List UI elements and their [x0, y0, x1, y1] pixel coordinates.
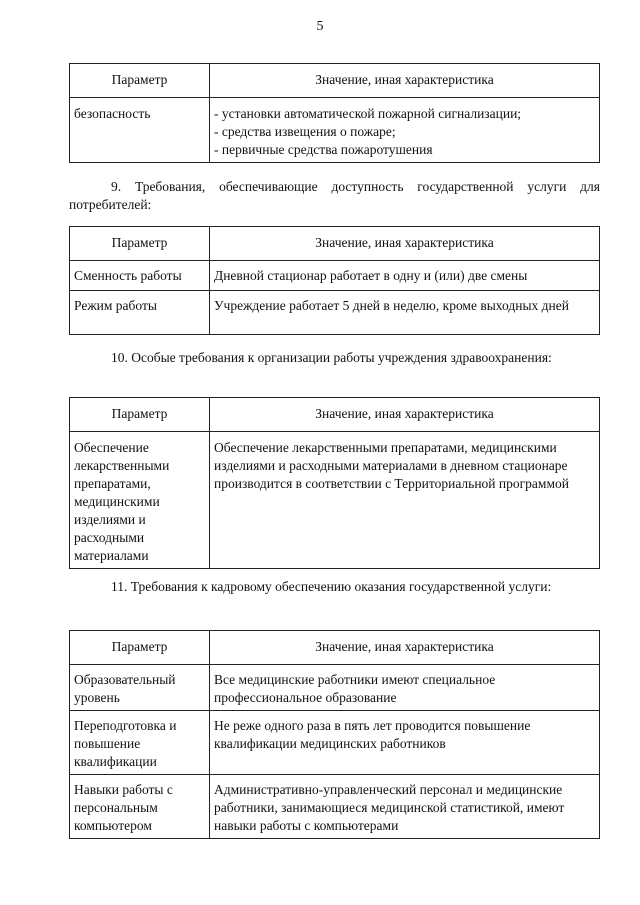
table-row: [70, 291, 600, 335]
staffing-table: [69, 630, 600, 839]
param-cell: Навыки работы с персональным компьютером: [70, 775, 210, 839]
table-row: [70, 665, 600, 711]
value-line: - первичные средства пожаротушения: [214, 142, 433, 157]
header-param: Параметр: [70, 398, 210, 432]
param-cell: Режим работы: [70, 291, 210, 335]
value-cell: Дневной стационар работает в одну и (или) две смены: [210, 261, 600, 291]
param-cell: безопасность: [70, 98, 210, 163]
header-value: Значение, иная характеристика: [210, 398, 600, 432]
header-param: Параметр: [70, 227, 210, 261]
section-10-title: 10. Особые требования к организации работы учреждения здравоохранения:: [111, 350, 552, 365]
header-param: Параметр: [70, 64, 210, 98]
table-header-row: [70, 227, 600, 261]
value-cell: Не реже одного раза в пять лет проводится повышение квалификации медицинских работников: [210, 711, 600, 775]
table-row: [70, 432, 600, 569]
organization-table: [69, 397, 600, 569]
header-value: Значение, иная характеристика: [210, 64, 600, 98]
value-line: - средства извещения о пожаре;: [214, 124, 396, 139]
param-cell: Образовательный уровень: [70, 665, 210, 711]
table-row: [70, 775, 600, 839]
table-row: [70, 711, 600, 775]
page-number: 5: [316, 19, 324, 34]
header-value: Значение, иная характеристика: [210, 227, 600, 261]
section-11-title: 11. Требования к кадровому обеспечению оказания государственной услуги:: [111, 579, 552, 594]
param-cell: Переподготовка и повышение квалификации: [70, 711, 210, 775]
accessibility-table: [69, 226, 600, 335]
value-cell: Все медицинские работники имеют специальное профессиональное образование: [210, 665, 600, 711]
value-cell: Административно-управленческий персонал и медицинские работники, занимающиеся медицинской статистикой, имеют навыки работы с компьютерами: [210, 775, 600, 839]
table-header-row: [70, 631, 600, 665]
table-header-row: [70, 64, 600, 98]
table-row: [70, 261, 600, 291]
value-cell: [210, 98, 600, 163]
header-param: Параметр: [70, 631, 210, 665]
safety-table: [69, 63, 600, 163]
header-value: Значение, иная характеристика: [210, 631, 600, 665]
value-cell: Учреждение работает 5 дней в неделю, кроме выходных дней: [210, 291, 600, 335]
param-cell: Обеспечение лекарственными препаратами, медицинскими изделиями и расходными материалами: [70, 432, 210, 569]
value-cell: Обеспечение лекарственными препаратами, медицинскими изделиями и расходными материалами в дневном стационаре производится в соответствии с Территориальной программой: [210, 432, 600, 569]
value-line: - установки автоматической пожарной сигнализации;: [214, 106, 522, 121]
table-header-row: [70, 398, 600, 432]
section-9-title: 9. Требования, обеспечивающие доступность государственной услуги для потребителей:: [69, 179, 600, 212]
table-row: [70, 98, 600, 163]
param-cell: Сменность работы: [70, 261, 210, 291]
